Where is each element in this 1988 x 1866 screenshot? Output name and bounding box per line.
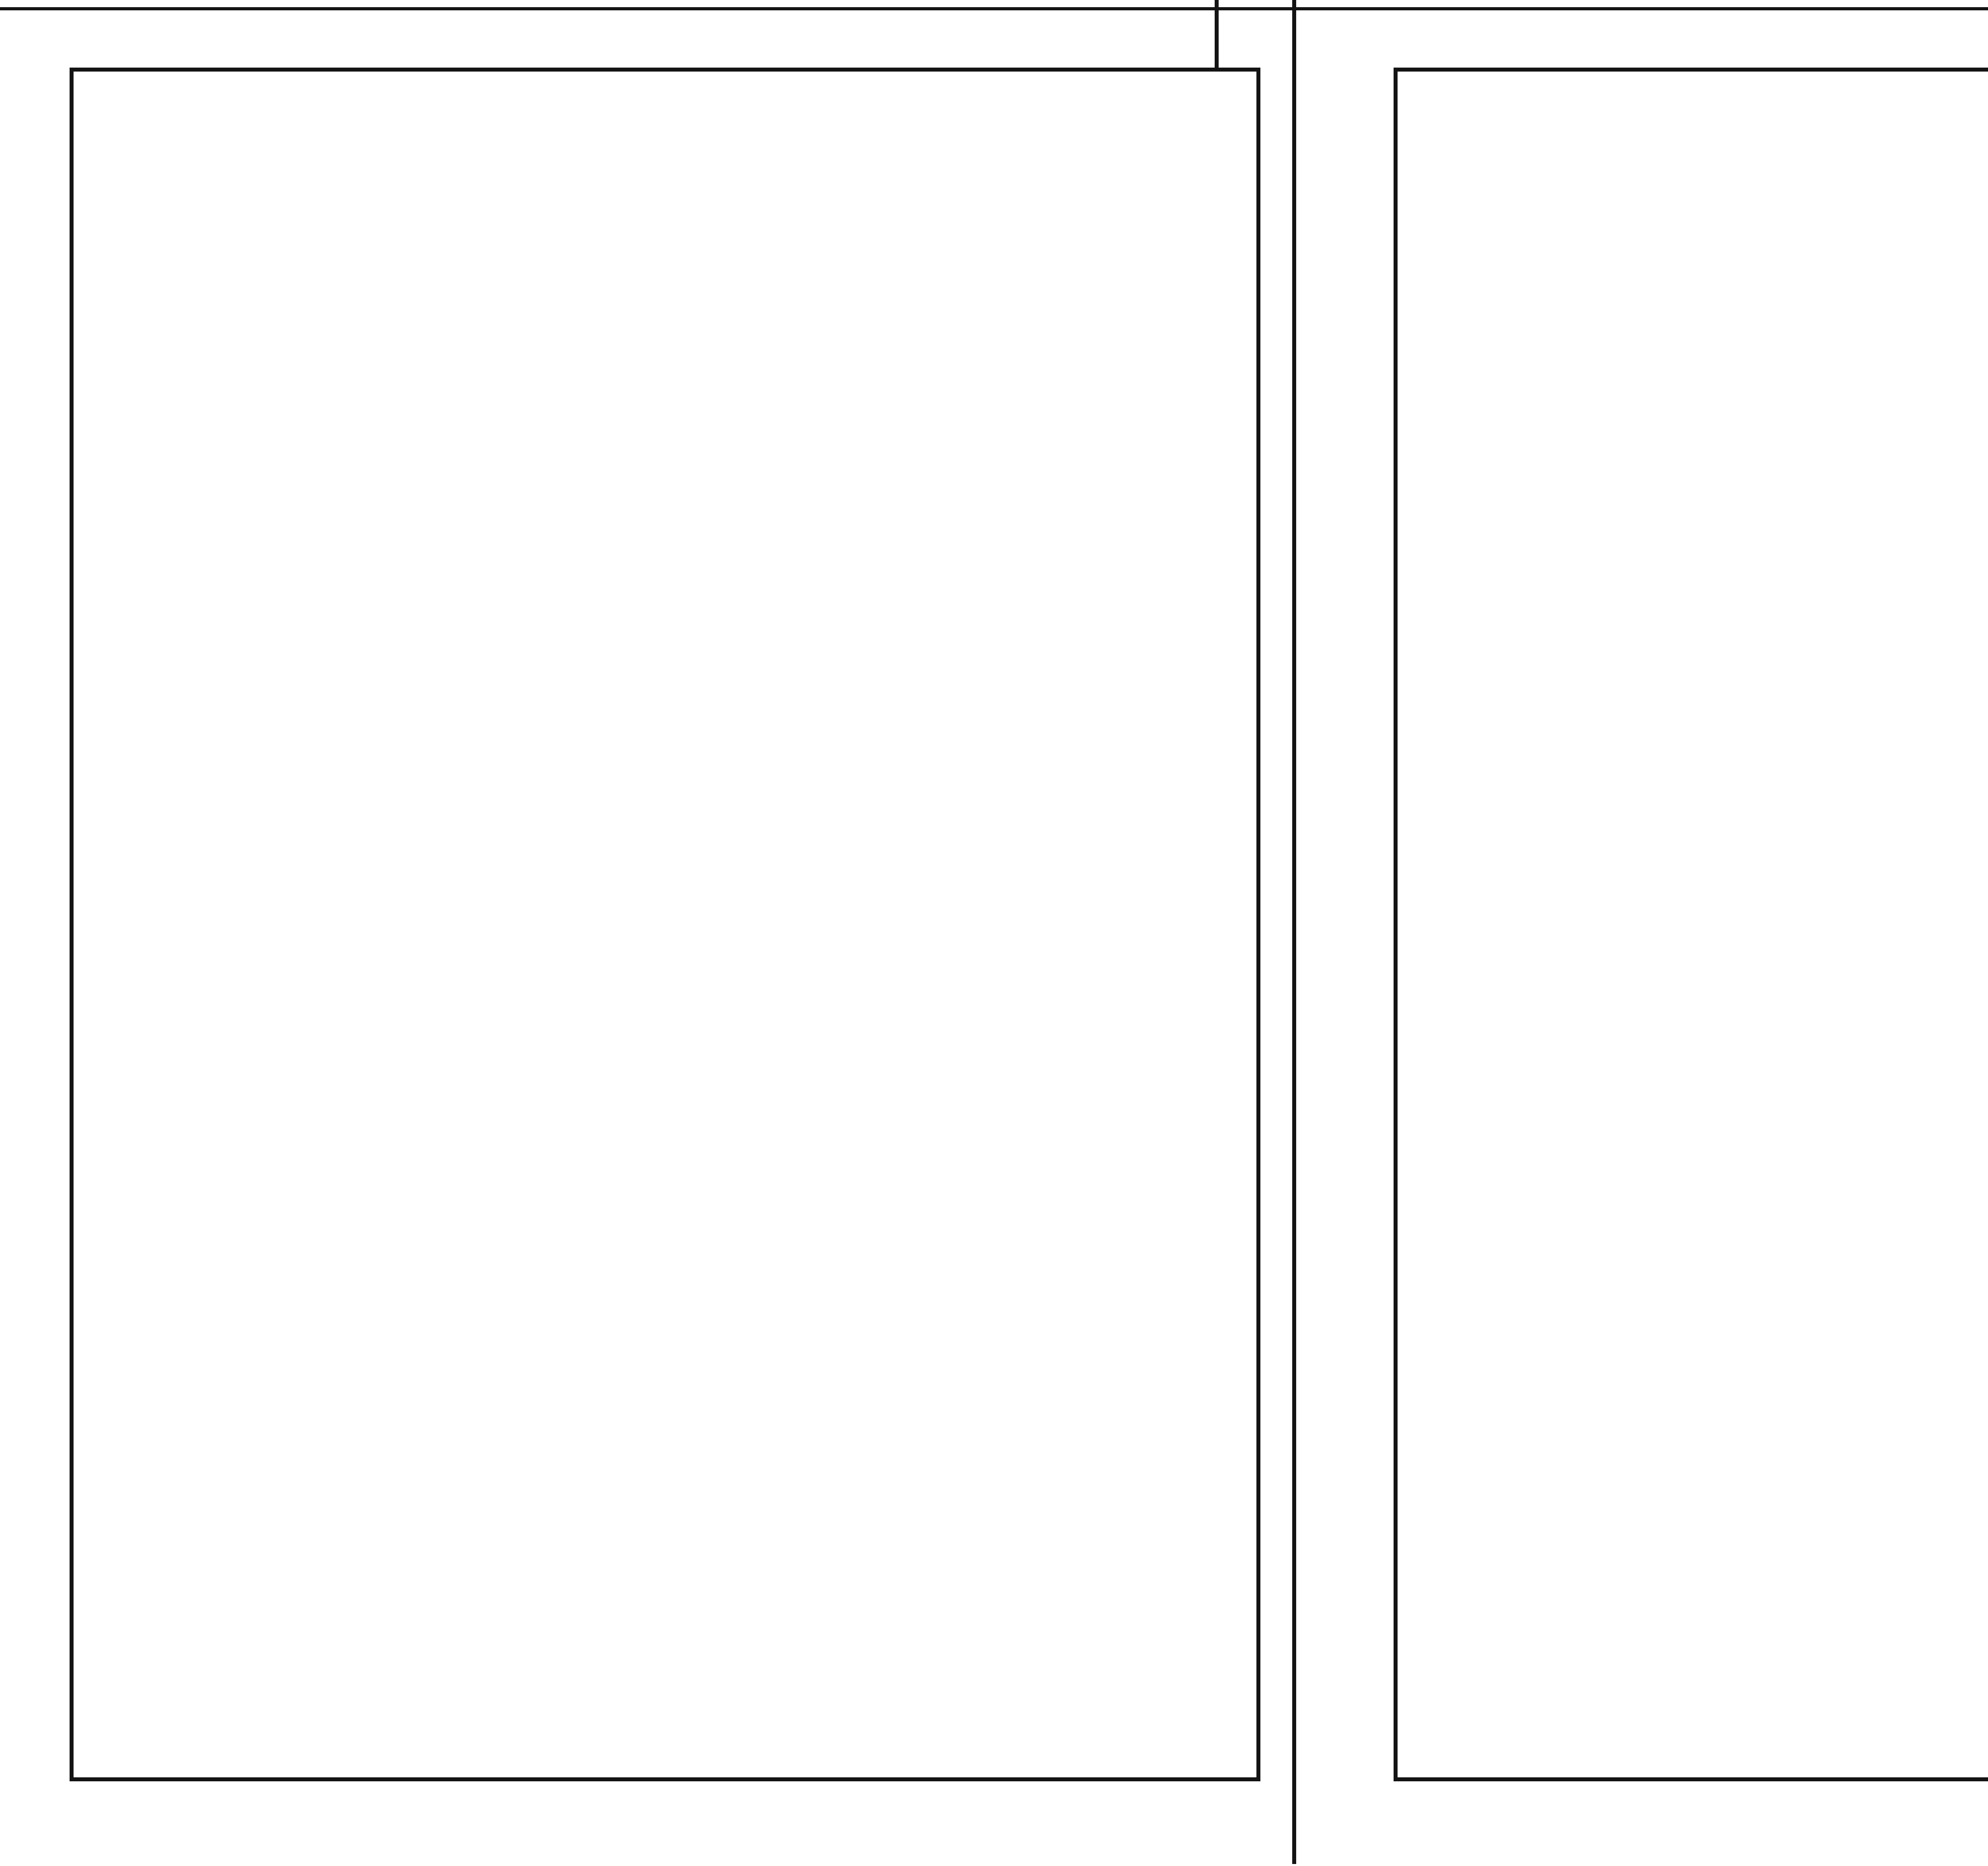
sheet-frame	[72, 70, 1258, 1779]
sheet-frame	[1396, 70, 1988, 1779]
sheet-right	[1396, 70, 1988, 1779]
sheet-left	[72, 70, 1258, 1779]
